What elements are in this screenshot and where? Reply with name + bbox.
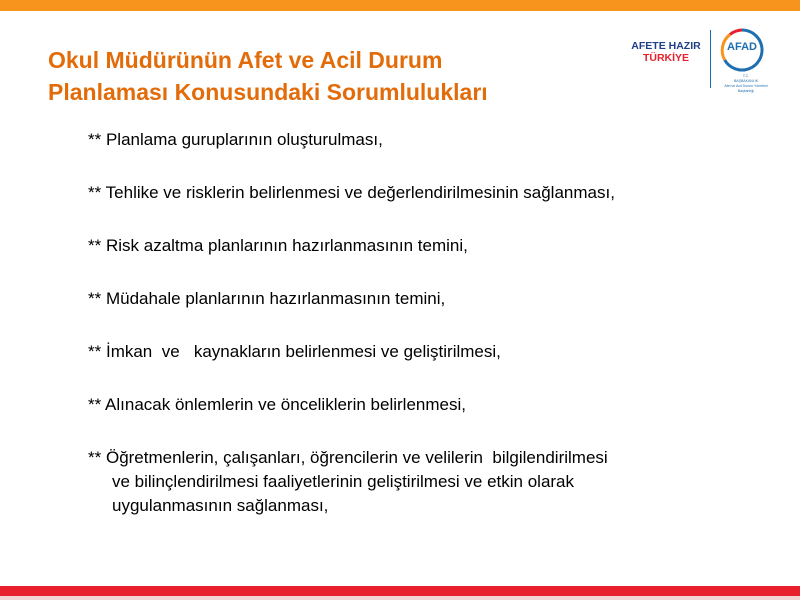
- logo-area: [626, 26, 786, 92]
- list-item-text: Müdahale planlarının hazırlanmasının temini,: [105, 289, 446, 308]
- slide-title: [48, 44, 608, 108]
- afad-name: AFAD: [727, 41, 757, 53]
- list-item: [88, 340, 788, 364]
- bullet-marker: **: [88, 183, 106, 202]
- afad-subtitle: [716, 74, 776, 94]
- afete-hazir-text: AFETE HAZIR: [631, 40, 701, 52]
- list-item-text: Alınacak önlemlerin ve önceliklerin belirlenmesi,: [105, 395, 466, 414]
- bottom-accent-bar: [0, 586, 800, 596]
- list-item: [88, 393, 788, 417]
- list-item-text-line-2: ve bilinçlendirilmesi faaliyetlerinin geliştirilmesi ve etkin olarak: [112, 472, 575, 491]
- list-item: [88, 234, 788, 258]
- bottom-bar-shadow: [0, 596, 800, 600]
- list-item-text: İmkan ve kaynakların belirlenmesi ve geliştirilmesi,: [105, 342, 501, 361]
- bullet-marker: **: [88, 289, 106, 308]
- turkiye-text: TÜRKİYE: [642, 52, 690, 64]
- title-line-2: Planlaması Konusundaki Sorumlulukları: [48, 79, 488, 105]
- list-item-text: Risk azaltma planlarının hazırlanmasının temini,: [105, 236, 468, 255]
- bullet-marker: **: [88, 130, 106, 149]
- afad-sub-1: T.C.: [742, 74, 750, 78]
- responsibility-list: [88, 128, 788, 547]
- list-item: [88, 446, 788, 518]
- list-item-text: Planlama guruplarının oluşturulması,: [105, 130, 383, 149]
- list-item-text: Tehlike ve risklerin belirlenmesi ve değerlendirilmesinin sağlanması,: [105, 183, 615, 202]
- afad-sub-2: BAŞBAKANLIK: [733, 79, 759, 83]
- bullet-marker: **: [88, 236, 106, 255]
- list-item: [88, 181, 788, 205]
- list-item: [88, 287, 788, 311]
- list-item-text-line-1: Öğretmenlerin, çalışanları, öğrencilerin ve velilerin bilgilendirilmesi: [105, 448, 608, 467]
- top-accent-bar: [0, 0, 800, 11]
- list-item-text-line-3: uygulanmasının sağlanması,: [112, 496, 329, 515]
- bullet-marker: **: [88, 395, 106, 414]
- bullet-marker: **: [88, 342, 106, 361]
- list-item: [88, 128, 788, 152]
- afad-sub-3: Afet ve Acil Durum Yönetimi Başkanlığı: [724, 84, 768, 93]
- afete-hazir-logo: [626, 40, 706, 64]
- title-line-1: Okul Müdürünün Afet ve Acil Durum: [48, 47, 443, 73]
- logo-divider: [710, 30, 711, 88]
- bullet-marker: **: [88, 448, 106, 467]
